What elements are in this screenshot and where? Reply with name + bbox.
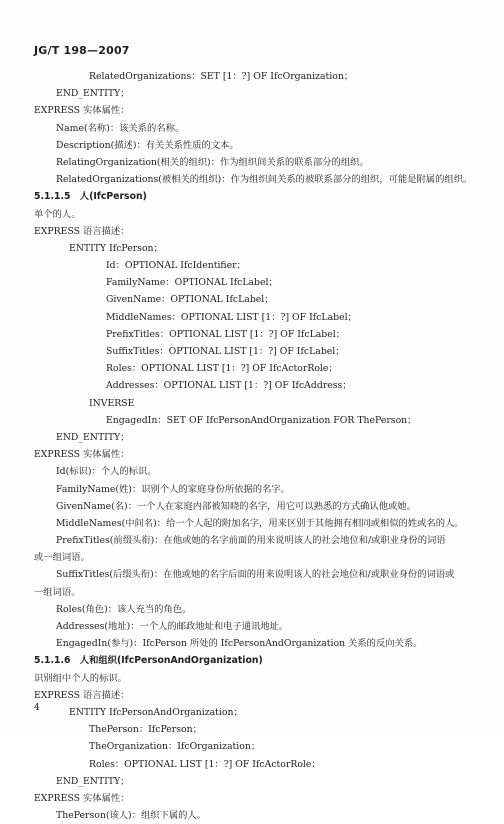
code-line: RelatedOrganizations：SET [1：?] OF IfcOrganization； [89,71,354,82]
attribute-description: RelatedOrganizations(被相关的组织)：作为组织间关系的被联系部分的组织，可能是附属的组织。 [56,174,473,186]
code-line: ThePerson：IfcPerson； [89,724,202,736]
subheading: EXPRESS 语言描述： [34,689,130,701]
code-line: ENTITY IfcPerson； [69,242,163,254]
section-heading: 5.1.1.6 人和组织(IfcPersonAndOrganization) [34,655,263,667]
attribute-description: Id(标识)：个人的标识。 [56,466,157,478]
attribute-description: EngagedIn(参与)：IfcPerson 所处的 IfcPersonAndOrganization 关系的反向关系。 [56,638,423,650]
section-heading: 5.1.1.5 人(IfcPerson) [34,191,147,203]
code-line: PrefixTitles：OPTIONAL LIST [1：?] OF IfcLabel； [106,328,346,340]
code-line: FamilyName：OPTIONAL IfcLabel； [106,277,278,289]
attribute-description-continued: 一组词语。 [34,586,81,598]
attribute-description: RelatingOrganization(相关的组织)：作为组织间关系的联系部分的组织。 [56,156,369,168]
code-line: SuffixTitles：OPTIONAL LIST [1：?] OF IfcLabel； [106,346,345,357]
code-line: Addresses：OPTIONAL LIST [1：?] OF IfcAddress； [106,380,352,392]
paragraph: 识别组中个人的标识。 [34,672,127,684]
code-line: GivenName：OPTIONAL IfcLabel； [106,294,274,306]
subheading: EXPRESS 语言描述： [34,225,130,237]
subheading: EXPRESS 实体属性： [34,792,130,804]
subheading: EXPRESS 实体属性： [34,449,130,461]
page-body [0,68,504,824]
code-line: ENTITY IfcPersonAndOrganization； [69,706,243,718]
attribute-description: SuffixTitles(后缀头衔)：在他或她的名字后面的用来说明该人的社会地位和/或职业身份的词语或 [56,569,455,581]
code-line: TheOrganization：IfcOrganization； [89,741,261,753]
code-line: END_ENTITY； [56,775,130,787]
code-line: END_ENTITY； [56,88,130,100]
attribute-description-continued: 或一组词语。 [34,552,90,564]
paragraph: 单个的人。 [34,208,81,220]
subheading: EXPRESS 实体属性： [34,105,130,117]
code-line: EngagedIn：SET OF IfcPersonAndOrganization FOR ThePerson； [106,414,417,426]
attribute-description: Name(名称)：该关系的名称。 [56,122,185,134]
standard-code-header: JG/T 198—2007 [34,44,130,57]
attribute-description: PrefixTitles(前缀头衔)：在他或她的名字前面的用来说明该人的社会地位和/或职业身份的词语 [56,535,446,547]
code-line: INVERSE [89,397,135,409]
attribute-description: FamilyName(姓)：识别个人的家庭身份所依据的名字。 [56,483,290,495]
page-number: 4 [34,703,40,713]
attribute-description: Addresses(地址)：一个人的邮政地址和电子通讯地址。 [56,621,289,632]
attribute-description: GivenName(名)：一个人在家庭内部被知晓的名字，用它可以熟悉的方式确认他或她。 [56,500,416,512]
code-line: Id：OPTIONAL IfcIdentifier； [106,260,246,272]
code-line: Roles：OPTIONAL LIST [1：?] OF IfcActorRole； [89,758,321,770]
attribute-description: Roles(角色)：该人充当的角色。 [56,603,192,615]
attribute-description: Description(描述)：有关关系性质的文本。 [56,139,239,151]
attribute-description: ThePerson(该人)：组织下属的人。 [56,810,207,822]
attribute-description: MiddleNames(中间名)：给一个人起的附加名字，用来区别于其他拥有相同或相似的姓或名的人。 [56,517,464,529]
code-line: END_ENTITY； [56,431,130,443]
code-line: MiddleNames：OPTIONAL LIST [1：?] OF IfcLabel； [106,311,357,323]
code-line: Roles：OPTIONAL LIST [1：?] OF IfcActorRole； [106,363,338,375]
